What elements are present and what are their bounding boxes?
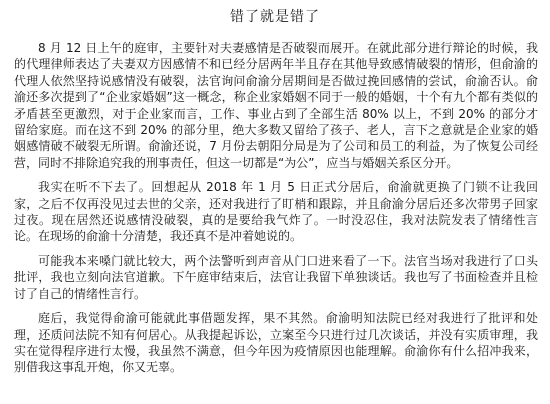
paragraph-3: 可能我本来嗓门就比较大，两个法警听到声音从门口进来看了一下。法官当场对我进行了口头批评，我也立刻向法官道歉。下午庭审结束后，法官让我留下单独谈话。我也写了书面检查并且检讨了自己的情绪性言行。 [14, 253, 538, 301]
article-body [14, 40, 538, 384]
paragraph-2: 我实在听不下去了。回想起从 2018 年 1 月 5 日正式分居后，俞渝就更换了门锁不让我回家，之后不仅再没见过去世的父亲，还对我进行了盯梢和跟踪，并且俞渝分居后还多次带男子回家过夜。现在居然还说感情没破裂，真的是要给我气炸了。一时没忍住，我对法院发表了情绪性言论。在现场的俞渝十分清楚，我还真不是冲着她说的。 [14, 180, 538, 244]
article-title: 错了就是错了 [230, 9, 320, 25]
paragraph-1: 8 月 12 日上午的庭审，主要针对夫妻感情是否破裂而展开。在就此部分进行辩论的时候，我的代理律师表达了夫妻双方因感情不和已经分居两年半且存在其他导致感情破裂的情形，但俞渝的代理人依然坚持说感情没有破裂，法官询问俞渝分居期间是否做过挽回感情的尝试，俞渝否认。俞渝还多次提到了“企业家婚姻”这一概念，称企业家婚姻不同于一般的婚姻，十个有九个都有类似的矛盾甚至更激烈，对于企业家而言，工作、事业占到了全部生活 80% 以上，不到 20% 的部分才留给家庭。而在这不到 20% 的部分里，绝大多数又留给了孩子、老人，言下之意就是企业家的婚姻感情破不破裂无所谓。俞渝还说，7 月份去朝阳分局是为了公司和员工的利益，为了恢复公司经营，同时不排除追究我的刑事责任，但这一切都是“为公”，应当与婚姻关系区分开。 [14, 41, 538, 170]
paragraph-4: 庭后，我觉得俞渝可能就此事借题发挥，果不其然。俞渝明知法院已经对我进行了批评和处理，还质问法院不知有何居心。从我提起诉讼，立案至今只进行过几次谈话，并没有实质审理，我实在觉得程序进行太慢，我虽然不满意，但今年因为疫情原因也能理解。俞渝你有什么招冲我来，别借我这事乱开炮，你又无辜。 [14, 311, 538, 375]
